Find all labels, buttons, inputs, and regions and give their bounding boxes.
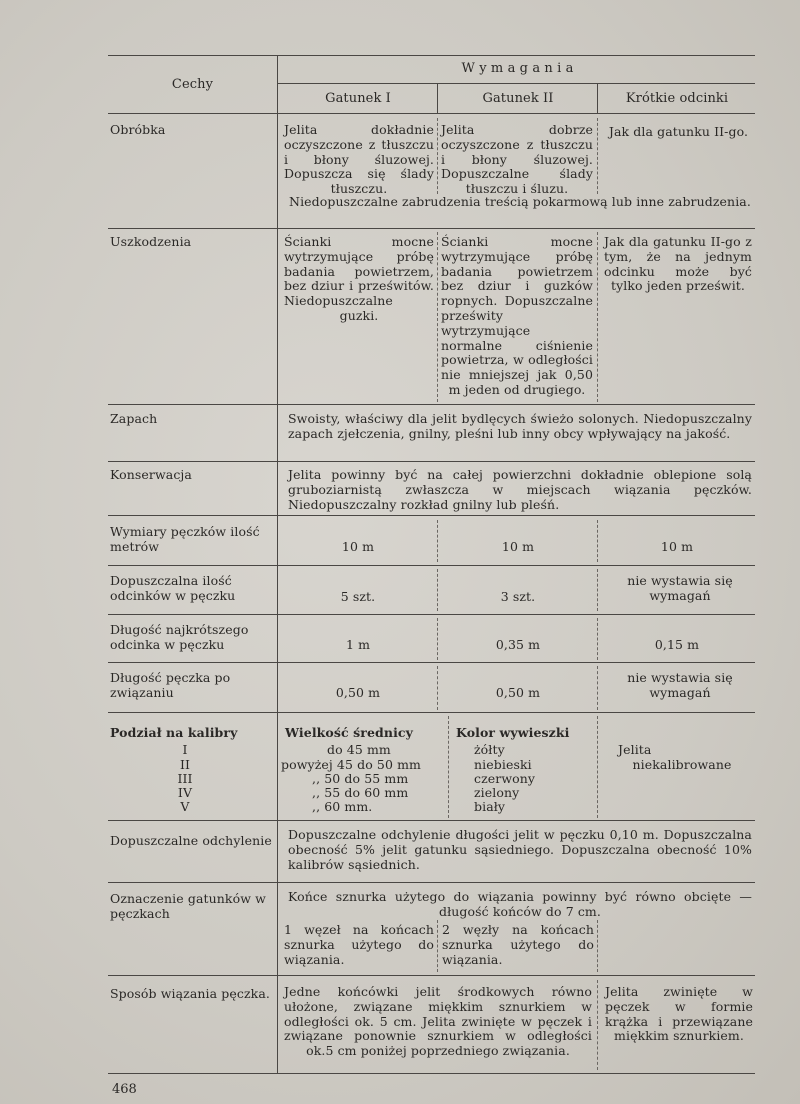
uszkodzenia-grade2: Ścianki mocne wytrzymujące próbę badania powietrzem bez dziur i guzków ropnych. Dopuszczalne prześwity wytrzymujące normalne ciśnienie powietrza, w odległości nie mniejszej jak 0,50 m jeden od drugiego. [441,234,593,397]
najkrotszy-grade2: 0,35 m [495,637,541,652]
col-divider [597,520,598,562]
col-divider [277,55,278,1073]
color-value: biały [474,799,506,814]
wymiary-short: 10 m [660,539,694,554]
uszkodzenia-grade1: Ścianki mocne wytrzymujące próbę badania powietrzem, bez dziur i prześwitów. Niedopuszczalne guzki. [284,234,434,323]
sposob-short: Jelita zwinięte w pęczek w formie krążka i przewiązane miękkim sznurkiem. [605,984,753,1044]
header-grade1: Gatunek I [325,91,391,106]
oznaczenie-grade2: 2 węzły na końcach sznurka użytego do wiązania. [442,922,594,967]
header-grade2: Gatunek II [482,91,554,106]
size-value: ,, 55 do 60 mm [312,785,409,800]
rule [108,228,755,229]
rule [108,614,755,615]
col-divider [437,118,438,194]
row-label-zapach: Zapach [110,411,158,426]
kalibry-short: Jelita niekalibrowane [618,742,732,772]
rule [108,712,755,713]
rule [108,975,755,976]
row-label-sposob: Sposób wiązania pęczka. [110,986,270,1001]
najkrotszy-short: 0,15 m [654,637,700,652]
row-label-obrobka: Obróbka [110,122,166,137]
rule [108,565,755,566]
obrobka-common: Niedopuszczalne zabrudzenia treścią pokarmową lub inne zabrudzenia. [289,194,751,209]
kalibry-color-header: Kolor wywieszki [456,725,570,740]
header-requirements: W y m a g a n i a [461,61,574,76]
rule [108,515,755,516]
color-value: niebieski [474,757,532,772]
row-label-wymiary: Wymiary pęczków ilość metrów [110,524,260,554]
row-label-odchylenia: Dopuszczalne odchylenie [110,833,272,848]
rule [108,662,755,663]
col-divider [437,569,438,611]
roman-numeral: IV [177,785,193,800]
najkrotszy-grade1: 1 m [345,637,371,652]
col-divider [448,716,449,818]
rule-header-mid [278,83,755,84]
color-value: zielony [474,785,520,800]
rule-top [108,55,755,56]
rule [108,820,755,821]
dlugosc-grade2: 0,50 m [495,685,541,700]
row-label-oznaczenie: Oznaczenie gatunków w pęczkach [110,891,266,921]
konserwacja-text: Jelita powinny być na całej powierzchni dokładnie oblepione solą gruboziarnistą zwłaszcza w miejscach wiązania pęczków. Niedopuszczalny rozkład gnilny lub pleśń. [288,467,752,512]
odcinki-short: nie wystawia się wymagań [627,573,733,603]
uszkodzenia-short: Jak dla gatunku II-go z tym, że na jednym odcinku może być tylko jeden prześwit. [604,234,752,294]
col-divider [437,520,438,562]
col-divider [437,666,438,710]
header-short: Krótkie odcinki [625,91,729,106]
row-label-odcinki: Dopuszczalna ilość odcinków w pęczku [110,573,236,603]
odchylenia-text: Dopuszczalne odchylenie długości jelit w pęczku 0,10 m. Dopuszczalna obecność 5% jelit gatunku sąsiedniego. Dopuszczalna obecność 10% kalibrów sąsiednich. [288,827,752,872]
roman-numeral: II [179,757,191,772]
oznaczenie-grade1: 1 węzeł na końcach sznurka użytego do wiązania. [284,922,434,967]
zapach-text: Swoisty, właściwy dla jelit bydlęcych świeżo solonych. Niedopuszczalny zapach zjełczenia, gnilny, pleśni lub inny obcy wpływający na jakość. [288,411,752,441]
wymiary-grade1: 10 m [341,539,375,554]
roman-numeral: V [180,799,190,814]
row-label-najkrotszy: Długość najkrótszego odcinka w pęczku [110,622,249,652]
odcinki-grade1: 5 szt. [340,589,376,604]
rule-header-bottom [108,113,755,114]
page-number: 468 [112,1082,137,1097]
size-value: do 45 mm [327,742,391,757]
size-value: powyżej 45 do 50 mm [281,757,421,772]
row-label-dlugosc: Długość pęczka po związaniu [110,670,231,700]
obrobka-grade2: Jelita dobrze oczyszczone z tłuszczu i błony śluzowej. Dopuszczalne ślady tłuszczu i śluzu. [441,122,593,197]
col-divider [597,232,598,402]
rule [108,882,755,883]
wymiary-grade2: 10 m [501,539,535,554]
col-divider [437,618,438,660]
kalibry-size-header: Wielkość średnicy [285,725,413,740]
roman-numeral: III [177,771,193,786]
col-divider [597,569,598,611]
row-label-uszkodzenia: Uszkodzenia [110,234,192,249]
roman-numeral: I [182,742,188,757]
col-divider [437,232,438,402]
col-divider [597,920,598,972]
header-features: Cechy [171,77,214,92]
color-value: czerwony [474,771,536,786]
obrobka-short: Jak dla gatunku II-go. [608,124,749,139]
oznaczenie-common: Końce sznurka użytego do wiązania powinny być równo obcięte — długość końców do 7 cm. [288,889,752,919]
col-divider [597,84,598,113]
obrobka-grade1: Jelita dokładnie oczyszczone z tłuszczu i błony śluzowej. Dopuszcza się ślady tłuszczu. [284,122,434,197]
rule [108,404,755,405]
size-value: ,, 50 do 55 mm [312,771,409,786]
col-divider [597,618,598,660]
col-divider [597,666,598,710]
dlugosc-short: nie wystawia się wymagań [627,670,733,700]
col-divider [597,716,598,818]
sposob-text: Jedne końcówki jelit środkowych równo ułożone, związane miękkim sznurkiem w odległości ok. 5 cm. Jelita zwinięte w pęczek i związane ponownie sznurkiem w odległości ok.5 cm poniżej poprzedniego związania. [284,984,592,1059]
row-label-kalibry: Podział na kalibry [110,725,238,740]
rule [108,461,755,462]
row-label-konserwacja: Konserwacja [110,467,192,482]
rule-bottom [108,1073,755,1074]
col-divider [597,980,598,1070]
col-divider [437,920,438,972]
col-divider [597,118,598,194]
color-value: żółty [474,742,505,757]
col-divider [437,84,438,113]
size-value: ,, 60 mm. [312,799,373,814]
odcinki-grade2: 3 szt. [500,589,536,604]
dlugosc-grade1: 0,50 m [335,685,381,700]
